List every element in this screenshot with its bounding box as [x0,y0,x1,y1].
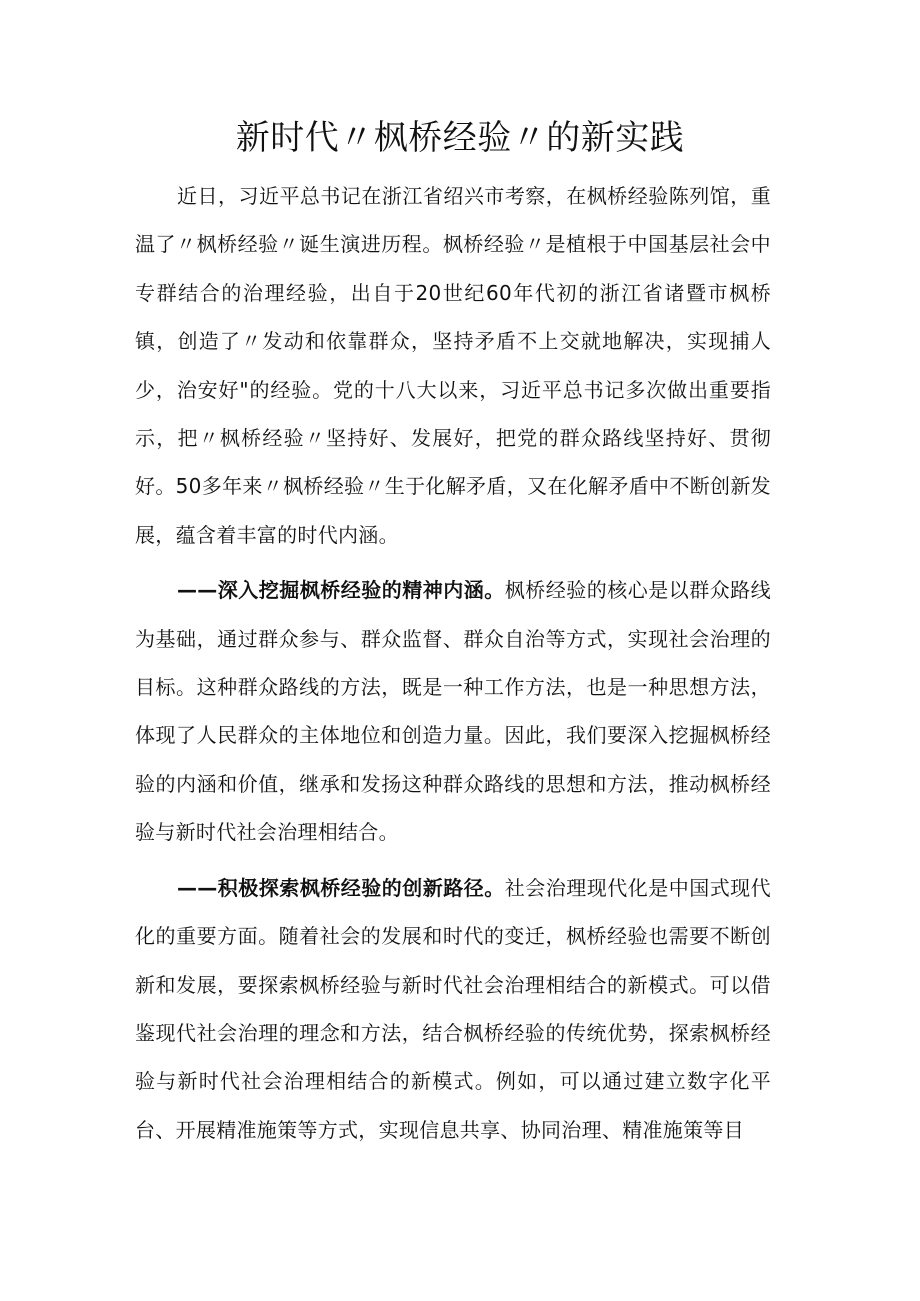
paragraph-heading: ——深入挖掘枫桥经验的精神内涵。 [177,578,505,603]
paragraph-text: 近日，习近平总书记在浙江省绍兴市考察，在枫桥经验陈列馆，重温了〃枫桥经验〃诞生演进历程。枫桥经验〃是植根于中国基层社会中专群结合的治理经验，出自于20世纪60年代初的浙江省诸暨市枫桥镇，创造了〃发动和依靠群众，坚持矛盾不上交就地解决，实现捕人少，治安好"的经验。党的十八大以来，习近平总书记多次做出重要指示，把〃枫桥经验〃坚持好、发展好，把党的群众路线坚持好、贯彻好。50多年来〃枫桥经验〃生于化解矛盾，又在化解矛盾中不断创新发展，蕴含着丰富的时代内涵。 [135,184,771,547]
paragraph-text: 社会治理现代化是中国式现代化的重要方面。随着社会的发展和时代的变迁，枫桥经验也需要不断创新和发展，要探索枫桥经验与新时代社会治理相结合的新模式。可以借鉴现代社会治理的理念和方法，结合枫桥经验的传统优势，探索枫桥经验与新时代社会治理相结合的新模式。例如，可以通过建立数字化平台、开展精准施策等方式，实现信息共享、协同治理、精准施策等目 [135,875,771,1142]
document-title: 新时代〃枫桥经验〃的新实践 [235,118,685,158]
paragraph-text: 枫桥经验的核心是以群众路线为基础，通过群众参与、群众监督、群众自治等方式，实现社会治理的目标。这种群众路线的方法，既是一种工作方法，也是一种思想方法，体现了人民群众的主体地位和创造力量。因此，我们要深入挖掘枫桥经验的内涵和价值，继承和发扬这种群众路线的思想和方法，推动枫桥经验与新时代社会治理相结合。 [135,578,771,845]
paragraph-intro [135,172,771,559]
paragraph-innovation-path [135,864,771,1154]
paragraph-spiritual-connotation [135,566,771,856]
document-body [135,172,771,1154]
paragraph-heading: ——积极探索枫桥经验的创新路径。 [177,875,505,900]
